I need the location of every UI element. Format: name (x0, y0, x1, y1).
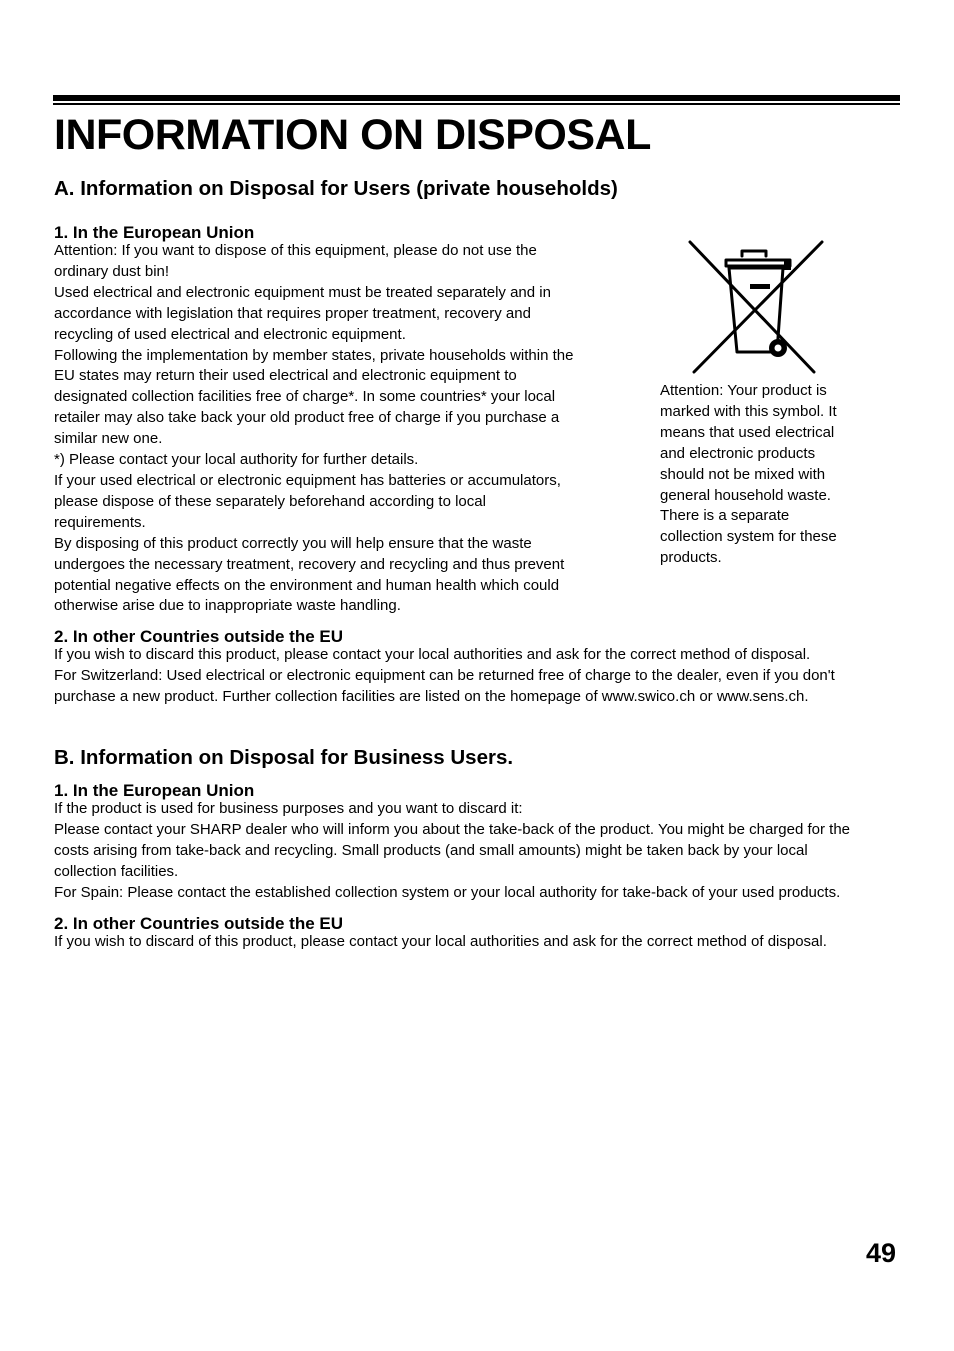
text-line: means that used electrical (660, 423, 835, 441)
text-line: collection system for these (660, 528, 837, 546)
text-line: should not be mixed with (660, 465, 826, 483)
section-a-other-body (54, 645, 904, 708)
section-b-eu-heading: 1. In the European Union (54, 781, 255, 800)
text-line: If the product is used for business purposes and you want to discard it: (54, 800, 523, 817)
text-line: general household waste. (660, 486, 831, 504)
symbol-note (660, 381, 865, 569)
text-line: By disposing of this product correctly you will help ensure that the waste (54, 534, 532, 552)
text-line: For Switzerland: Used electrical or electronic equipment can be returned free of charge to the dealer, even if you don't (54, 666, 835, 684)
section-b-eu-body (54, 799, 904, 904)
text-line: ordinary dust bin! (54, 262, 170, 280)
section-a-heading: A. Information on Disposal for Users (private households) (54, 177, 618, 200)
section-a-other-heading: 2. In other Countries outside the EU (54, 627, 344, 646)
text-line: If you wish to discard this product, please contact your local authorities and ask for the correct method of disposal. (54, 646, 811, 663)
section-b-other-heading: 2. In other Countries outside the EU (54, 914, 344, 933)
page-number: 49 (866, 1238, 897, 1268)
text-line: collection facilities. (54, 862, 179, 880)
text-line: If you wish to discard of this product, please contact your local authorities and ask for the correct method of disposal. (54, 933, 827, 950)
text-line: designated collection facilities free of charge*. In some countries* your local (54, 388, 556, 406)
bin-mark (750, 284, 770, 289)
text-line: Please contact your SHARP dealer who will inform you about the take-back of the product. You might be charged for the (54, 820, 851, 838)
text-line: If your used electrical or electronic equipment has batteries or accumulators, (54, 471, 561, 489)
header-rule-thick (53, 95, 900, 101)
text-line: marked with this symbol. It (660, 402, 837, 420)
page-title: INFORMATION ON DISPOSAL (54, 111, 651, 159)
text-line: undergoes the necessary treatment, recovery and recycling and thus prevent (54, 555, 565, 573)
text-line: and electronic products (660, 444, 816, 462)
text-line: recycling of used electrical and electronic equipment. (54, 325, 406, 343)
bin-lid-hinge (784, 260, 791, 270)
text-line: *) Please contact your local authority for further details. (54, 451, 419, 469)
crossed-out-wheelie-bin-icon (686, 238, 826, 376)
text-line: There is a separate (660, 507, 790, 525)
text-line: potential negative effects on the environment and human health which could (54, 576, 560, 594)
text-line: accordance with legislation that requires proper treatment, recovery and (54, 304, 531, 322)
text-line: For Spain: Please contact the established collection system or your local authority for take-back of your used products. (54, 883, 841, 901)
text-line: otherwise arise due to inappropriate waste handling. (54, 597, 401, 615)
text-line: retailer may also take back your old product free of charge if you purchase a (54, 409, 560, 427)
section-a-eu-heading: 1. In the European Union (54, 223, 255, 242)
text-line: similar new one. (54, 430, 163, 448)
section-a-eu-body (54, 241, 614, 617)
text-line: EU states may return their used electrical and electronic equipment to (54, 367, 517, 385)
section-b-other-body (54, 932, 904, 953)
text-line: Used electrical and electronic equipment must be treated separately and in (54, 283, 551, 301)
text-line: requirements. (54, 513, 146, 531)
text-line: costs arising from take-back and recycling. Small products (and small amounts) might be taken back by your local (54, 841, 808, 859)
text-line: products. (660, 549, 722, 567)
text-line: Following the implementation by member states, private households within the (54, 346, 574, 364)
text-line: purchase a new product. Further collection facilities are listed on the homepage of www.swico.ch or www.sens.ch. (54, 687, 809, 705)
text-line: Attention: Your product is (660, 382, 827, 399)
text-line: Attention: If you want to dispose of this equipment, please do not use the (54, 242, 537, 259)
header-rule-thin (53, 103, 900, 105)
section-b-heading: B. Information on Disposal for Business Users. (54, 746, 514, 769)
text-line: please dispose of these separately beforehand according to local (54, 492, 486, 510)
